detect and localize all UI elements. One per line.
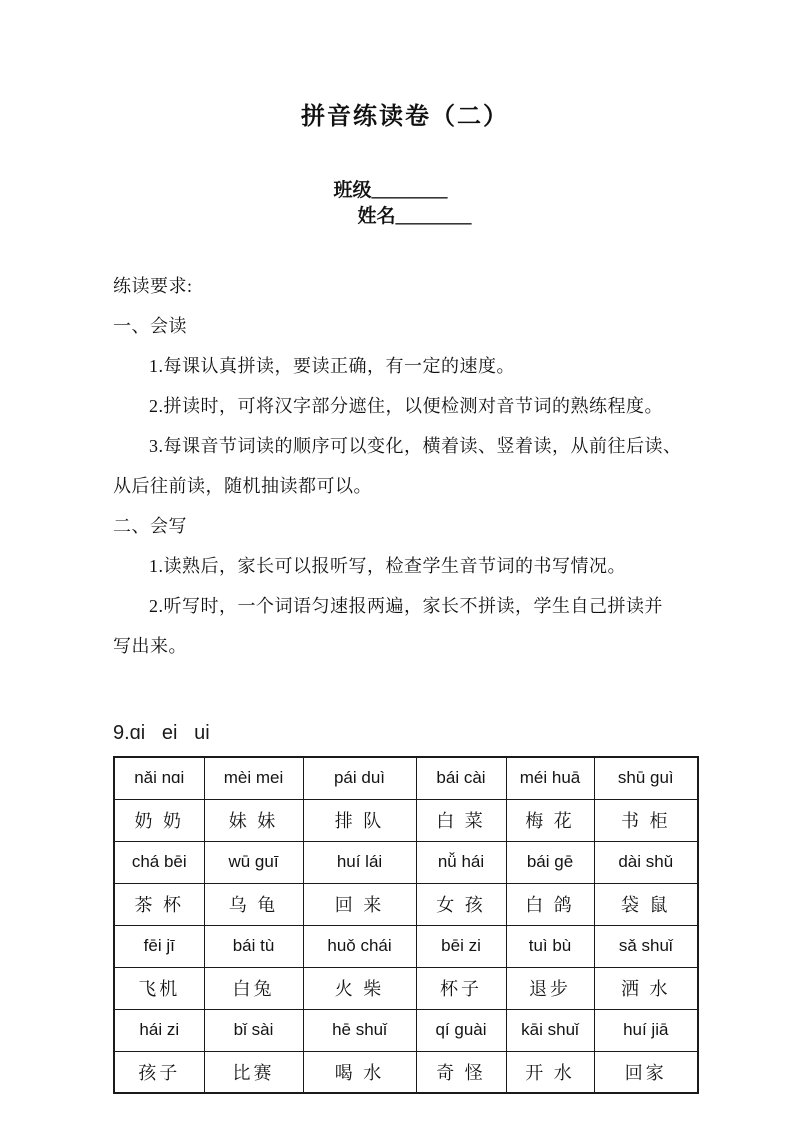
- pinyin-cell: hē shuǐ: [303, 1009, 416, 1051]
- pinyin-cell: bēi zi: [416, 925, 506, 967]
- hanzi-cell: 杯子: [416, 967, 506, 1009]
- pinyin-cell: chá bēi: [114, 841, 204, 883]
- name-blank-field: 姓名________: [357, 206, 472, 227]
- hanzi-cell: 书 柜: [594, 799, 698, 841]
- pinyin-cell: fēi jī: [114, 925, 204, 967]
- student-info-line: [113, 152, 697, 256]
- table-row-pinyin: [114, 841, 698, 883]
- hanzi-cell: 火 柴: [303, 967, 416, 1009]
- hanzi-cell: 孩子: [114, 1051, 204, 1093]
- hanzi-cell: 洒 水: [594, 967, 698, 1009]
- pinyin-cell: wū guī: [204, 841, 303, 883]
- write-item-2-line-1: 2.听写时，一个词语匀速报两遍，家长不拼读，学生自己拼读并: [149, 596, 663, 616]
- hanzi-cell: 袋 鼠: [594, 883, 698, 925]
- hanzi-cell: 奶 奶: [114, 799, 204, 841]
- lesson-9-heading: 9.ɑi ei ui: [113, 722, 210, 744]
- pinyin-cell: tuì bù: [506, 925, 594, 967]
- write-item-1: 1.读熟后，家长可以报听写，检查学生音节词的书写情况。: [149, 556, 626, 576]
- pinyin-cell: bái tù: [204, 925, 303, 967]
- hanzi-cell: 妹 妹: [204, 799, 303, 841]
- read-item-2: 2.拼读时，可将汉字部分遮住，以便检测对音节词的熟练程度。: [149, 396, 663, 416]
- pinyin-cell: méi huā: [506, 757, 594, 799]
- pinyin-cell: huí jiā: [594, 1009, 698, 1051]
- read-item-1: 1.每课认真拼读，要读正确，有一定的速度。: [149, 356, 515, 376]
- pinyin-cell: shū guì: [594, 757, 698, 799]
- hanzi-cell: 开 水: [506, 1051, 594, 1093]
- hanzi-cell: 梅 花: [506, 799, 594, 841]
- hanzi-cell: 白兔: [204, 967, 303, 1009]
- pinyin-cell: hái zi: [114, 1009, 204, 1051]
- table-row-hanzi: [114, 799, 698, 841]
- hanzi-cell: 退步: [506, 967, 594, 1009]
- section-read-heading: 一、会读: [113, 316, 187, 336]
- hanzi-cell: 回家: [594, 1051, 698, 1093]
- pinyin-cell: huǒ chái: [303, 925, 416, 967]
- pinyin-cell: sǎ shuǐ: [594, 925, 698, 967]
- table-row-hanzi: [114, 1051, 698, 1093]
- vocab-table: [113, 756, 699, 1094]
- hanzi-cell: 乌 龟: [204, 883, 303, 925]
- table-row-pinyin: [114, 1009, 698, 1051]
- hanzi-cell: 女 孩: [416, 883, 506, 925]
- hanzi-cell: 飞机: [114, 967, 204, 1009]
- class-blank-field: 班级________: [333, 180, 448, 201]
- hanzi-cell: 茶 杯: [114, 883, 204, 925]
- pinyin-cell: bǐ sài: [204, 1009, 303, 1051]
- instructions-block: [113, 266, 697, 666]
- pinyin-cell: bái gē: [506, 841, 594, 883]
- hanzi-cell: 排 队: [303, 799, 416, 841]
- hanzi-cell: 比赛: [204, 1051, 303, 1093]
- instructions-heading: 练读要求:: [113, 276, 193, 296]
- table-row-hanzi: [114, 883, 698, 925]
- pinyin-cell: pái duì: [303, 757, 416, 799]
- write-item-2-line-2: 写出来。: [113, 636, 187, 656]
- pinyin-cell: dài shǔ: [594, 841, 698, 883]
- hanzi-cell: 白 菜: [416, 799, 506, 841]
- section-write-heading: 二、会写: [113, 516, 187, 536]
- table-row-pinyin: [114, 925, 698, 967]
- pinyin-cell: mèi mei: [204, 757, 303, 799]
- hanzi-cell: 奇 怪: [416, 1051, 506, 1093]
- read-item-3-line-1: 3.每课音节词读的顺序可以变化，横着读、竖着读，从前往后读、: [149, 436, 682, 456]
- hanzi-cell: 白 鸽: [506, 883, 594, 925]
- pinyin-cell: bái cài: [416, 757, 506, 799]
- pinyin-cell: nǎi nɑi: [114, 757, 204, 799]
- pinyin-cell: nǚ hái: [416, 841, 506, 883]
- page-title: 拼音练读卷（二）: [301, 104, 509, 130]
- pinyin-cell: qí guài: [416, 1009, 506, 1051]
- table-row-pinyin: [114, 757, 698, 799]
- read-item-3-line-2: 从后往前读，随机抽读都可以。: [113, 476, 372, 496]
- pinyin-cell: kāi shuǐ: [506, 1009, 594, 1051]
- hanzi-cell: 喝 水: [303, 1051, 416, 1093]
- table-row-hanzi: [114, 967, 698, 1009]
- pinyin-cell: huí lái: [303, 841, 416, 883]
- hanzi-cell: 回 来: [303, 883, 416, 925]
